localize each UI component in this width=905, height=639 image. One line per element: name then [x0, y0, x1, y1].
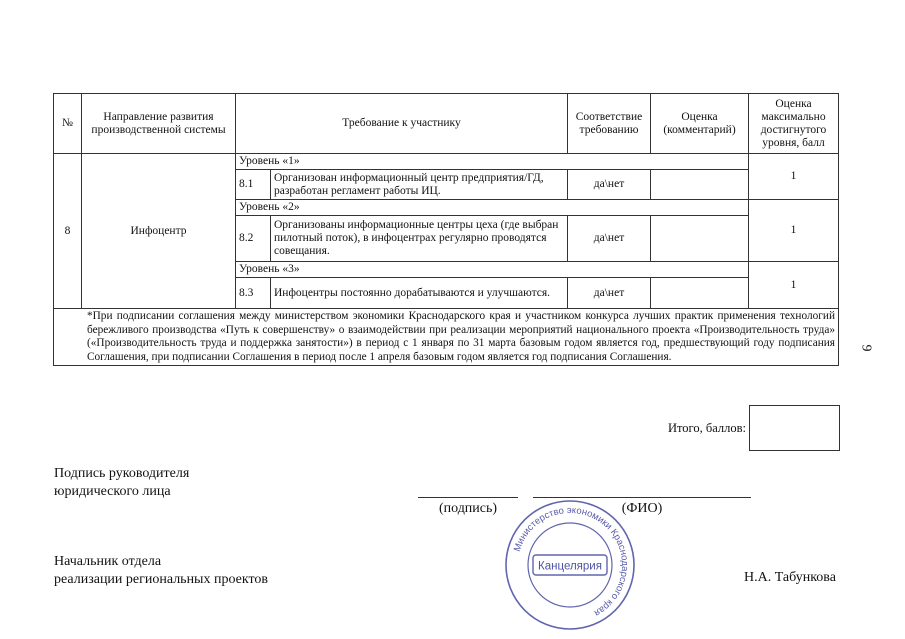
signature-caption: (подпись) [438, 501, 498, 516]
office-stamp [503, 498, 637, 632]
department-head-name: Н.А. Табункова [744, 570, 836, 585]
signatory-title [54, 465, 189, 501]
requirement-text: Организованы информационные центры цеха (где выбран пилотный поток), в инфоцентрах регулярно проводятся совещания. [271, 216, 568, 262]
table-header-row [54, 94, 839, 154]
requirement-code: 8.1 [236, 170, 271, 200]
header-requirement: Требование к участнику [236, 94, 568, 154]
level-row [54, 154, 839, 170]
department-head-title-line: реализации региональных проектов [54, 572, 269, 587]
score-cell: 1 [749, 200, 839, 262]
compliance-cell: да\нет [568, 278, 651, 309]
requirement-code: 8.3 [236, 278, 271, 309]
department-head-title [54, 553, 268, 589]
direction-cell: Инфоцентр [82, 154, 236, 309]
requirement-code: 8.2 [236, 216, 271, 262]
header-max-score: Оценка максимально достигнутого уровня, балл [749, 94, 839, 154]
signatory-title-line: Подпись руководителя [54, 466, 190, 481]
header-compliance: Соответствие требованию [568, 94, 651, 154]
row-number: 8 [54, 154, 82, 309]
name-caption: (ФИО) [621, 501, 663, 516]
compliance-cell: да\нет [568, 170, 651, 200]
requirement-text: Организован информационный центр предприятия/ГД, разработан регламент работы ИЦ. [271, 170, 568, 200]
level-label: Уровень «2» [236, 200, 749, 216]
comment-cell [651, 170, 749, 200]
department-head-title-line: Начальник отдела [54, 554, 162, 569]
score-cell: 1 [749, 154, 839, 200]
total-score-box[interactable] [749, 405, 840, 451]
requirement-text: Инфоцентры постоянно дорабатываются и улучшаются. [271, 278, 568, 309]
score-cell: 1 [749, 262, 839, 309]
compliance-cell: да\нет [568, 216, 651, 262]
comment-cell [651, 278, 749, 309]
footnote-text: *При подписании соглашения между министерством экономики Краснодарского края и участником конкурса лучших практик применения технологий бережливого производства «Путь к совершенству» о взаимодействии при реализации мероприятий национального проекта «Производительность труда» («Производительность труда и поддержка занятости») в период с 1 января по 31 марта базовым годом является год, предшествующий году подписания Соглашения, при подписании Соглашения в период после 1 апреля базовым годом является год подписания Соглашения. [87, 310, 835, 363]
evaluation-table [53, 93, 839, 366]
page-number: 9 [858, 344, 874, 352]
total-label: Итого, баллов: [667, 421, 746, 435]
level-label: Уровень «3» [236, 262, 749, 278]
level-label: Уровень «1» [236, 154, 749, 170]
signatory-title-line: юридического лица [54, 484, 171, 499]
header-direction: Направление развития производственной системы [82, 94, 236, 154]
stamp-center-text: Канцелярия [538, 560, 602, 573]
footnote-row [54, 309, 839, 366]
header-number: № [54, 94, 82, 154]
stamp-ring-text: Министерство экономики Краснодарского края [511, 504, 631, 619]
comment-cell [651, 216, 749, 262]
header-comment: Оценка (комментарий) [651, 94, 749, 154]
